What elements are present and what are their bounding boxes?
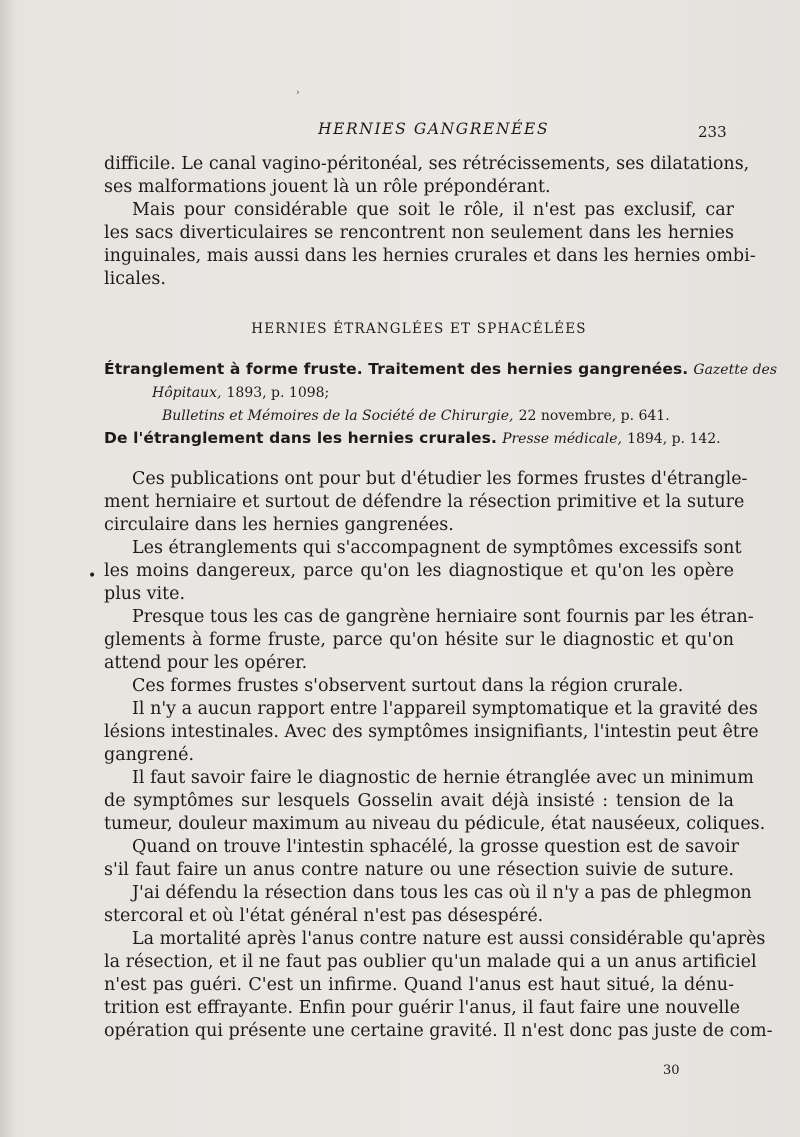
reference-1-continued bbox=[104, 381, 734, 404]
reference-1 bbox=[104, 358, 778, 381]
text-line: Mais pour considérable que soit le rôle, il n'est pas exclusif, car bbox=[132, 200, 734, 220]
text-line: Ces formes frustes s'observent surtout dans la région crurale. bbox=[132, 676, 684, 696]
text-line: stercoral et où l'état général n'est pas désespéré. bbox=[104, 906, 544, 926]
reference-journal: Hôpitaux, bbox=[152, 385, 222, 401]
reference-detail: 1893, p. 1098; bbox=[226, 385, 330, 401]
reference-journal: Presse médicale, bbox=[502, 431, 622, 447]
reference-journal: Gazette des bbox=[693, 362, 778, 378]
text-line: ment herniaire et surtout de défendre la résection primitive et la suture bbox=[104, 492, 745, 512]
signature-mark: 30 bbox=[663, 1063, 680, 1078]
paragraph-5 bbox=[104, 606, 754, 675]
reference-title: De l'étranglement dans les hernies crurales. bbox=[104, 429, 497, 447]
text-line: Il n'y a aucun rapport entre l'appareil symptomatique et la gravité des bbox=[132, 699, 758, 719]
text-line: plus vite. bbox=[104, 584, 186, 604]
reference-title: Étranglement à forme fruste. Traitement des hernies gangrenées. bbox=[104, 360, 689, 378]
text-line: attend pour les opérer. bbox=[104, 653, 308, 673]
reference-detail: 22 novembre, p. 641. bbox=[518, 408, 670, 424]
text-line: difficile. Le canal vagino-péritonéal, ses rétrécissements, ses dilatations, bbox=[104, 154, 750, 174]
text-line: s'il faut faire un anus contre nature ou une résection suivie de suture. bbox=[104, 860, 734, 880]
paragraph-3 bbox=[104, 468, 748, 537]
paragraph-1 bbox=[104, 153, 750, 199]
paragraph-10 bbox=[104, 882, 752, 928]
bibliography bbox=[104, 358, 778, 450]
section-title: HERNIES ÉTRANGLÉES ET SPHACÉLÉES bbox=[251, 321, 587, 337]
reference-detail: 1894, p. 142. bbox=[627, 431, 721, 447]
page-body bbox=[104, 153, 778, 1043]
paragraph-8 bbox=[104, 767, 766, 836]
text-line: glements à forme fruste, parce qu'on hésite sur le diagnostic et qu'on bbox=[104, 630, 734, 650]
page-number: 233 bbox=[698, 123, 727, 141]
running-title: HERNIES GANGRENÉES bbox=[318, 120, 550, 138]
text-line: les moins dangereux, parce qu'on les diagnostique et qu'on les opère bbox=[104, 561, 734, 581]
reference-3 bbox=[104, 427, 734, 450]
text-line: les sacs diverticulaires se rencontrent non seulement dans les hernies bbox=[104, 223, 734, 243]
reference-journal: Bulletins et Mémoires de la Société de Chirurgie, bbox=[162, 408, 514, 424]
print-speck: › bbox=[296, 88, 300, 98]
text-line: gangrené. bbox=[104, 745, 195, 765]
text-line: circulaire dans les hernies gangrenées. bbox=[104, 515, 454, 535]
paragraph-7 bbox=[104, 698, 759, 767]
running-head bbox=[0, 118, 800, 142]
text-line: n'est pas guéri. C'est un infirme. Quand l'anus est haut situé, la dénu- bbox=[104, 975, 734, 995]
paragraph-9 bbox=[104, 836, 739, 882]
text-line: inguinales, mais aussi dans les hernies crurales et dans les hernies ombi- bbox=[104, 246, 756, 266]
text-line: de symptômes sur lesquels Gosselin avait déjà insisté : tension de la bbox=[104, 791, 734, 811]
paragraph-6 bbox=[104, 675, 734, 698]
text-line: Quand on trouve l'intestin sphacélé, la grosse question est de savoir bbox=[132, 837, 739, 857]
text-line: ses malformations jouent là un rôle prépondérant. bbox=[104, 177, 551, 197]
text-line: Les étranglements qui s'accompagnent de symptômes excessifs sont bbox=[132, 538, 742, 558]
paragraph-2 bbox=[104, 199, 756, 291]
text-line: lésions intestinales. Avec des symptômes insignifiants, l'intestin peut être bbox=[104, 722, 759, 742]
text-line: La mortalité après l'anus contre nature est aussi considérable qu'après bbox=[132, 929, 766, 949]
text-line: trition est effrayante. Enfin pour guérir l'anus, il faut faire une nouvelle bbox=[104, 998, 740, 1018]
paragraph-4 bbox=[104, 537, 742, 606]
text-line: la résection, et il ne faut pas oublier qu'un malade qui a un anus artificiel bbox=[104, 952, 757, 972]
text-line: licales. bbox=[104, 269, 166, 289]
text-line: J'ai défendu la résection dans tous les cas où il n'y a pas de phlegmon bbox=[132, 883, 752, 903]
margin-mark: • bbox=[88, 568, 97, 584]
text-line: Ces publications ont pour but d'étudier les formes frustes d'étrangle- bbox=[132, 469, 748, 489]
text-line: Il faut savoir faire le diagnostic de hernie étranglée avec un minimum bbox=[132, 768, 754, 788]
paragraph-11 bbox=[104, 928, 773, 1043]
text-line: Presque tous les cas de gangrène herniaire sont fournis par les étran- bbox=[132, 607, 754, 627]
text-line: tumeur, douleur maximum au niveau du pédicule, état nauséeux, coliques. bbox=[104, 814, 766, 834]
text-line: opération qui présente une certaine gravité. Il n'est donc pas juste de com- bbox=[104, 1021, 773, 1041]
reference-2 bbox=[104, 404, 734, 427]
